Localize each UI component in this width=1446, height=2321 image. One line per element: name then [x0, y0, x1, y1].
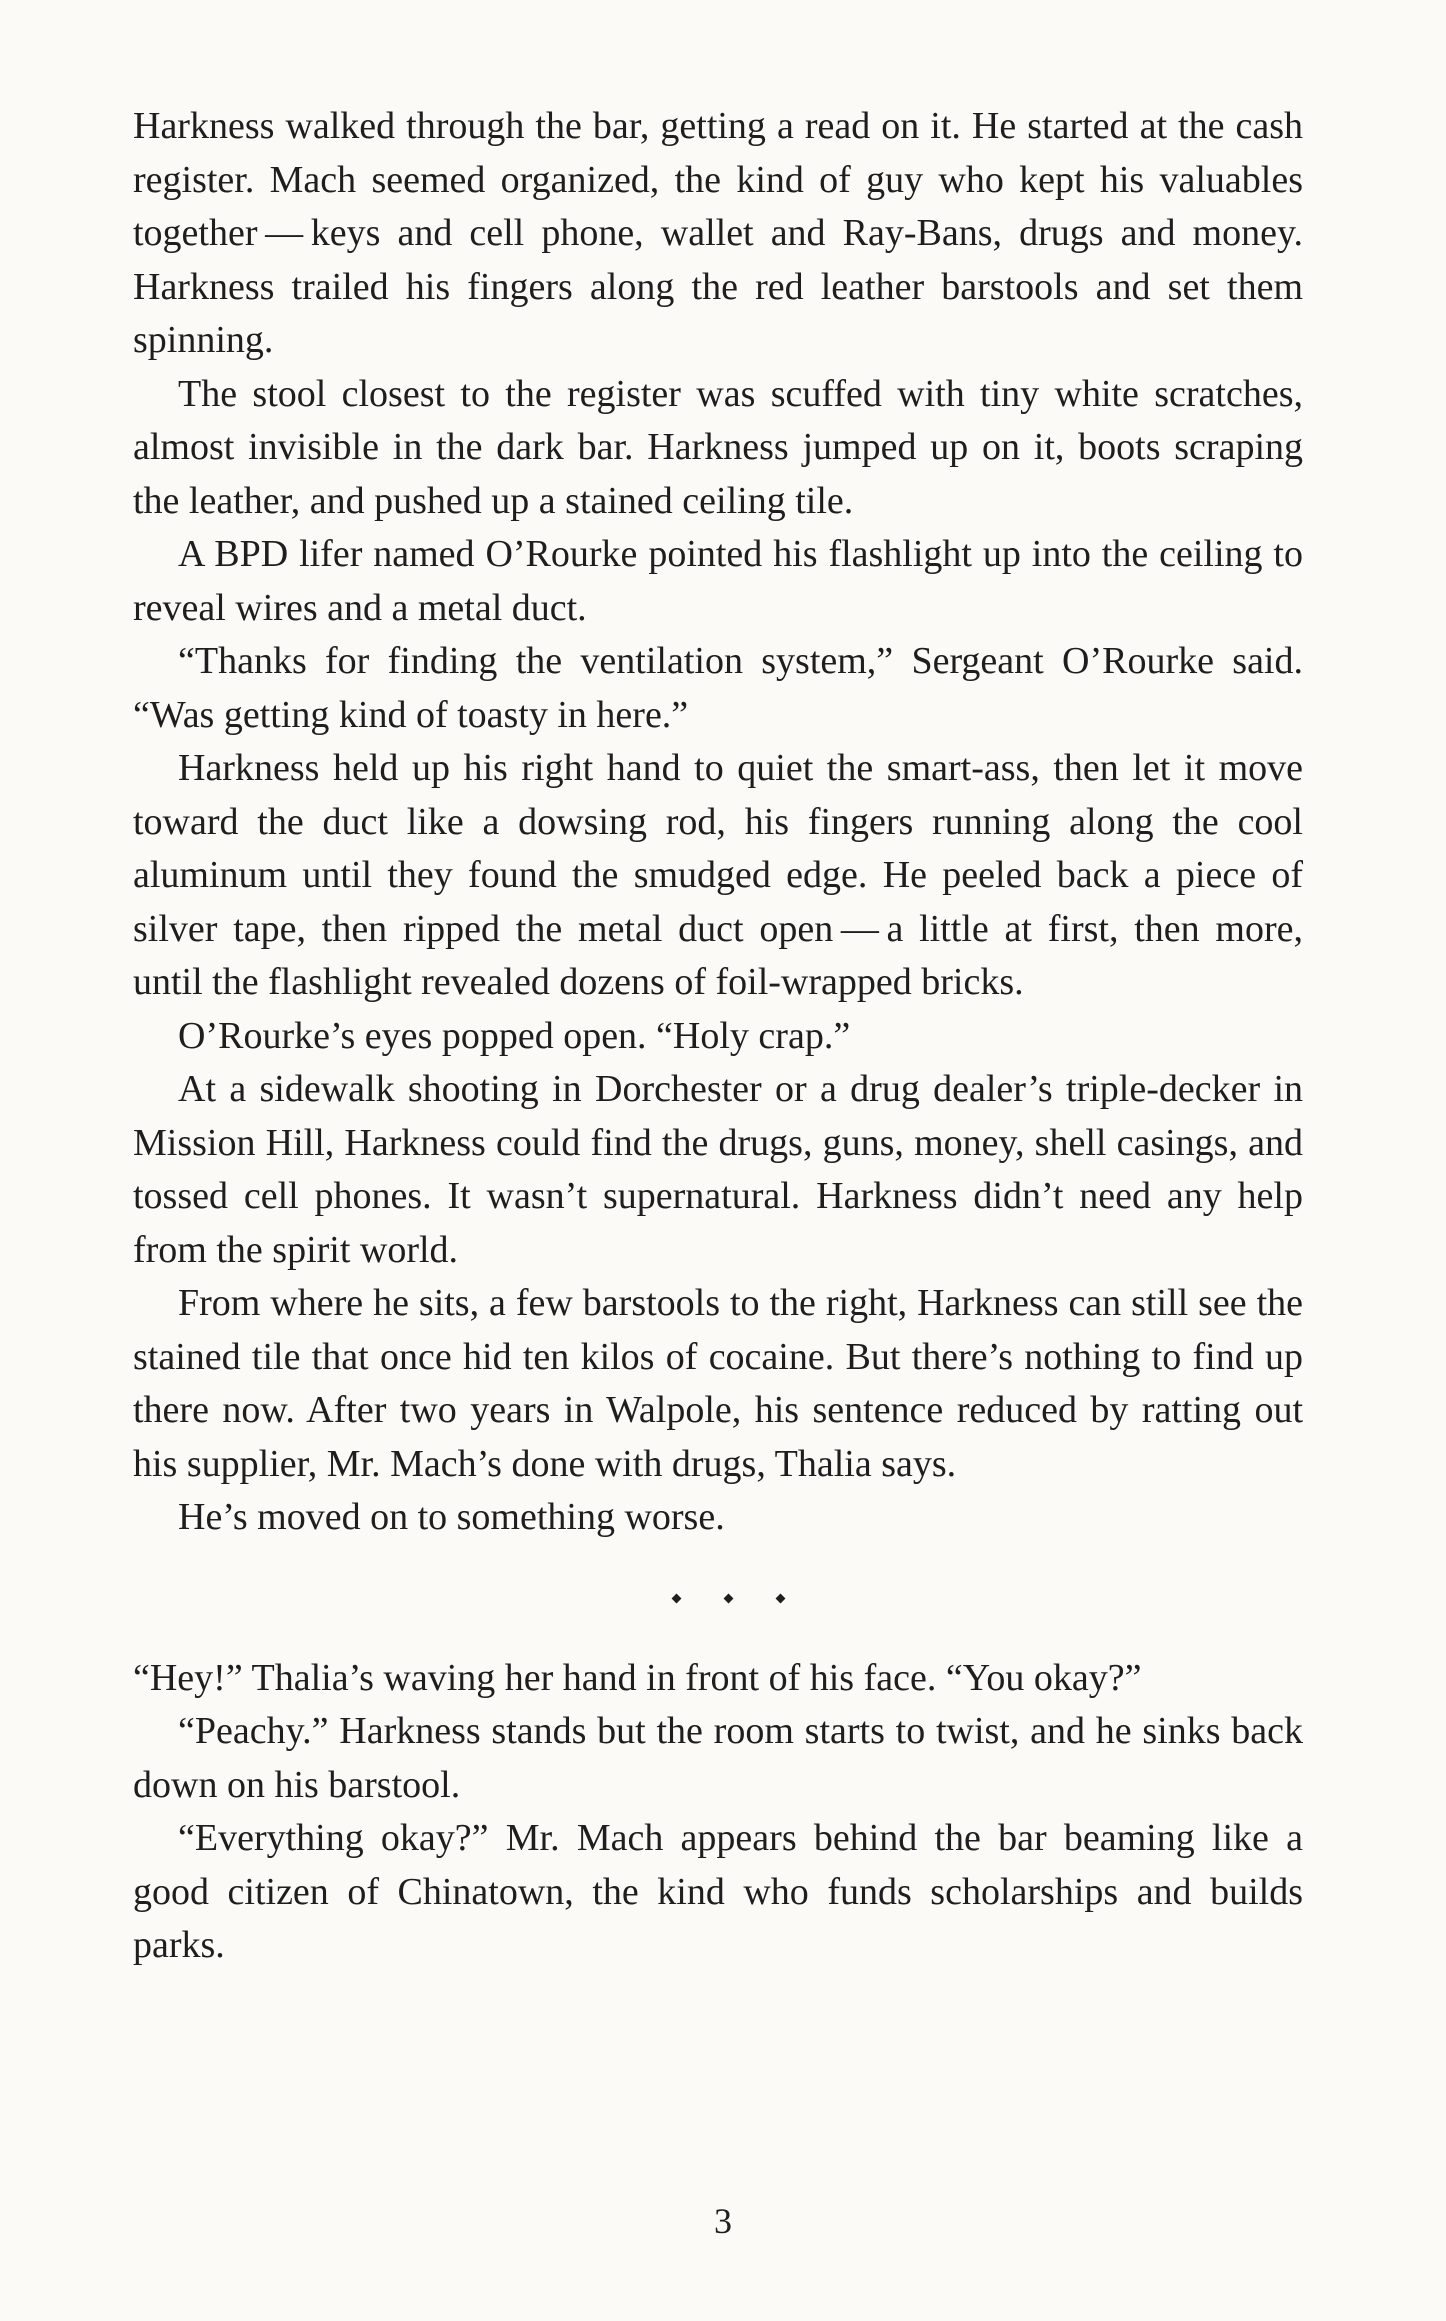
section-break — [133, 1545, 1303, 1652]
paragraph: O’Rourke’s eyes popped open. “Holy crap.” — [178, 1014, 851, 1057]
diamond-ornament-icon — [723, 1593, 733, 1603]
paragraph: “Thanks for finding the ventilation system,” Sergeant O’Rourke said. “Was getting kind of toasty in here.” — [133, 640, 1303, 736]
paragraph: A BPD lifer named O’Rourke pointed his flashlight up into the ceiling to reveal wires and a metal duct. — [133, 533, 1303, 629]
paragraph: Harkness held up his right hand to quiet the smart-ass, then let it move toward the duct like a dowsing rod, his fingers running along the cool aluminum until they found the smudged edge. He peeled back a piece of silver tape, then ripped the metal duct open — a little at first, then more, until the flashlight revealed dozens of foil-wrapped bricks. — [133, 747, 1303, 1003]
book-page — [133, 100, 1303, 1973]
page-number: 3 — [714, 2201, 732, 2241]
paragraph: “Everything okay?” Mr. Mach appears behind the bar beaming like a good citizen of Chinatown, the kind who funds scholarships and builds parks. — [133, 1817, 1303, 1966]
paragraph: At a sidewalk shooting in Dorchester or a drug dealer’s triple-decker in Mission Hill, Harkness could find the drugs, guns, money, shell casings, and tossed cell phones. It wasn’t supernatural. Harkness didn’t need any help from the spirit world. — [133, 1068, 1303, 1271]
paragraph: He’s moved on to something worse. — [178, 1496, 725, 1538]
paragraph: “Peachy.” Harkness stands but the room starts to twist, and he sinks back down on his barstool. — [133, 1710, 1303, 1806]
diamond-ornament-icon — [671, 1593, 681, 1603]
paragraph: “Hey!” Thalia’s waving her hand in front of his face. “You okay?” — [133, 1656, 1142, 1699]
paragraph: From where he sits, a few barstools to the right, Harkness can still see the stained tile that once hid ten kilos of cocaine. But there’s nothing to find up there now. After two years in Walpole, his sentence reduced by ratting out his supplier, Mr. Mach’s done with drugs, Thalia says. — [133, 1282, 1303, 1485]
paragraph: The stool closest to the register was scuffed with tiny white scratches, almost invisible in the dark bar. Harkness jumped up on it, boots scraping the leather, and pushed up a stained ceiling tile. — [133, 372, 1303, 522]
paragraph: Harkness walked through the bar, getting a read on it. He started at the cash register. Mach seemed organized, the kind of guy who kept his valuables together — keys and cell phone, wallet and Ray-Bans, drugs and money. Harkness trailed his fingers along the red leather barstools and set them spinning. — [133, 105, 1303, 361]
diamond-ornament-icon — [775, 1593, 785, 1603]
